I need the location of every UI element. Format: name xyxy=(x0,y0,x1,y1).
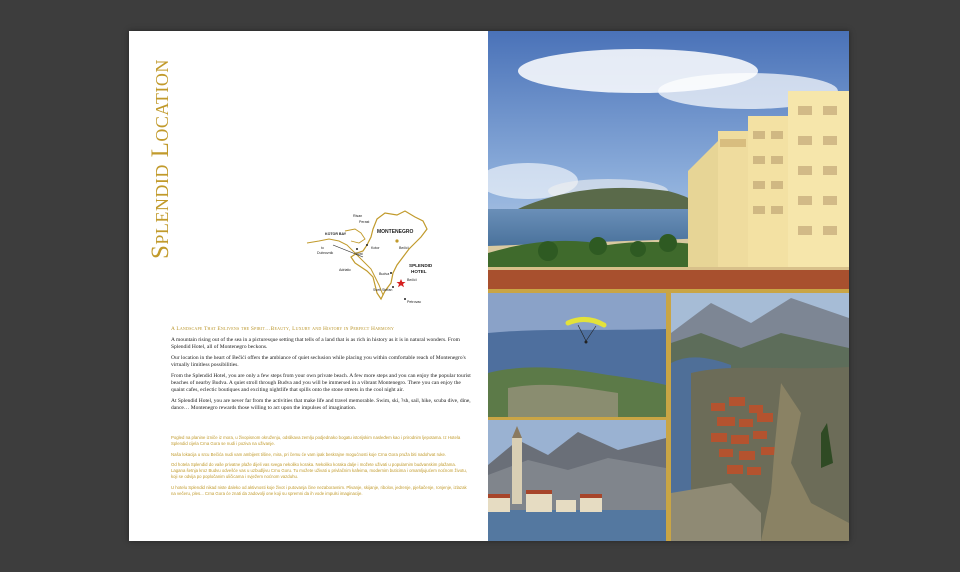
map-label-petrovac: Petrovac xyxy=(407,300,422,304)
local-language-body xyxy=(171,435,471,501)
kotor-dot xyxy=(366,244,368,246)
budva-dot xyxy=(390,272,392,274)
map-label-becici-hotel: Bečići xyxy=(407,278,417,282)
local-paragraph: U hotelu Splendid nikad niste daleko od aktivnosti koje život i putovanja čine nezaboravnim. Plivanje, skijanje, ribolov, jedrenje, pješačenje, ronjenje, izlazak na večeru, ples... Crna Gora će znati da zadovolji one koji su spremni da ih vode impulsi imaginacije. xyxy=(171,484,467,496)
map-label-tivat: Tivat xyxy=(355,252,363,256)
map-label-adriatic: Adriatic xyxy=(339,268,351,272)
map-label-hotel-line1: SPLENDID xyxy=(409,263,433,268)
map-label-becici-inset: Bečići xyxy=(399,246,409,250)
map-label-perast: Perast xyxy=(359,220,370,224)
paragliding-photo xyxy=(488,293,666,417)
map-label-country: MONTENEGRO xyxy=(377,229,414,235)
map-label-kotor-bay: KOTOR BAY xyxy=(325,232,347,236)
map-label-kotor: Kotor xyxy=(371,246,380,250)
english-paragraph: From the Splendid Hotel, you are only a few steps from your own private beach. A few more steps and you can enjoy the popular tourist beaches of nearby Budva. A quiet stroll through Budva and you will be immersed in a vibrant Montenegro. There you can enjoy the quaint cafes, eclectic boutiques and exciting nightlife that spills onto the stone streets in the cool night air. xyxy=(171,373,471,393)
petrovac-dot xyxy=(404,298,406,300)
left-page xyxy=(129,31,488,541)
page-title: Splendid Location xyxy=(147,59,174,259)
perast-church-photo xyxy=(488,420,666,541)
brochure-spread xyxy=(129,31,849,541)
kotor-bay-line xyxy=(345,229,365,243)
kotor-old-town-photo xyxy=(671,293,849,541)
english-body xyxy=(171,337,471,416)
english-paragraph: Our location in the heart of Bečići offers the ambiance of quiet seclusion while placing you within comfortable reach of Montenegro's virtually limitless possibilities. xyxy=(171,355,466,368)
becici-inset-dot xyxy=(395,239,398,242)
right-page-photos xyxy=(488,31,849,541)
hotel-photo xyxy=(488,31,849,289)
tivat-dot xyxy=(356,248,358,250)
map-label-hotel-line2: HOTEL xyxy=(411,269,427,274)
english-paragraph: At Splendid Hotel, you are never far from the activities that make life and travel memorable. Swim, ski, ?sh, sail, hike, scuba dive, dine, dance… Montenegro rewards those willing to act upon the impulses of imagination. xyxy=(171,398,471,411)
page-subtitle: A Landscape That Enlivens the Spirit…Beauty, Luxury and History in Perfect Harmony xyxy=(171,326,395,332)
hotel-star-icon xyxy=(397,279,406,287)
local-paragraph: Od hotela Splendid do vaše privatne plaže dijeli vas svega nekoliko koraka. Nekoliko koraka dalje i možete uživati u popularnim budvanskim plažama. Lagana šetnja kroz Budvu odvešće vas u uzbudljivu Crnu Goru. Tu možete uživati u privlačnim kafeima, modernim buticima i omamljujućem noćnom životu, koji se odvija po popločanim uličicama i svježem noćnom vazduhu. xyxy=(171,462,467,479)
map-label-dubrovnik-to: to xyxy=(321,246,324,250)
map-label-risan: Risan xyxy=(353,214,363,218)
map-label-budva: Budva xyxy=(379,272,390,276)
map-label-sveti-stefan: Sveti Stefan xyxy=(373,288,393,292)
local-paragraph: Pogled na planine izniče iz mora, u živopisnom okruženju, odslikava zemlju podjednako bogatu istorijskim nasleđem kao i prirodnim ljepotama. Iz Hotela Splendid cijela Crna Gora se nudi i poziva na uživanje. xyxy=(171,435,461,446)
location-map xyxy=(305,209,465,305)
map-label-dubrovnik: Dubrovnik xyxy=(317,251,334,255)
local-paragraph: Naša lokacija u srcu Bečića nudi vam ambijent tišine, mira, pri čemu će vam ipak beskrajne mogućnosti koje Crna Gora pruža biti nadohvat ruke. xyxy=(171,451,447,457)
english-paragraph: A mountain rising out of the sea in a picturesque setting that tells of a land that is as rich in history as it is in natural wonders. From Splendid Hotel, all of Montenegro beckons. xyxy=(171,337,460,350)
